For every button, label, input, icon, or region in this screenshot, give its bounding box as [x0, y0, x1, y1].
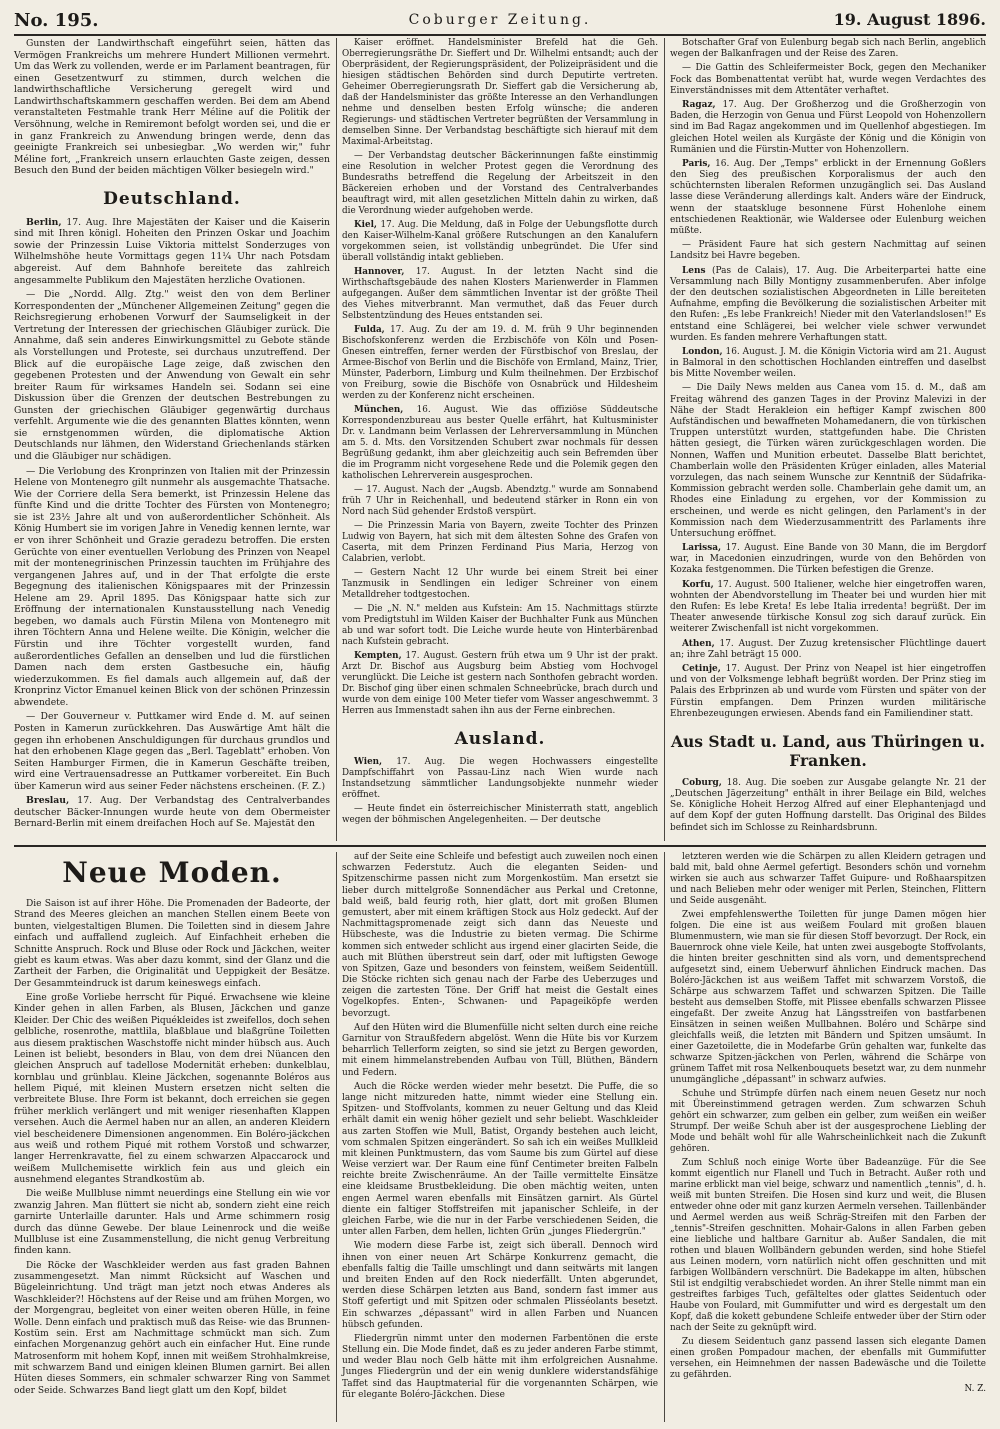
article-text: Gunsten der Landwirthschaft eingeführt seien, hätten das Vermögen Frankreichs um mehrere Hundert Millionen vermehrt. Um das Werk zu vollenden, werde er im Parlament beantragen, für einen Gesetzentwurf zu stimmen, durch welchen die landwirthschaftliche Versicherung geregelt wird und Landwirthschaftskammern geschaffen werden. Bei dem am Abend veranstalteten Festmahle trank Herr Méline auf die Politik der Versöhnung, welche in Remiremont befolgt worden sei, und die er in ganz Frankreich zu Anwendung bringen werde, denn das geeinigte Frankreich sei unbesiegbar. „Wo werden wir," fuhr Méline fort, „Frankreich unsern erlauchten Gaste zeigen, dessen Besuch den Bund der beiden mächtigen Völker besiegeln wird." — [14, 38, 330, 177]
column-divider — [664, 852, 665, 1422]
masthead — [14, 4, 986, 36]
article-text: 17. Aug. Zu der am 19. d. M. früh 9 Uhr beginnenden Bischofskonferenz werden die Erzbischöfe von Köln und Posen-Gnesen eintreffen, ferner werden der Fürstbischof von Breslau, der Armee-Bischof von Berlin und die Bischöfe von Ermland, Mainz, Trier, Münster, Paderborn, Limburg und Kulm theilnehmen. Der Erzbischof von Freiburg, sowie die Bischöfe von Osnabrück und Hildesheim werden zu der Konferenz nicht erscheinen. — [342, 325, 658, 401]
feuilleton-column-2 — [342, 852, 658, 1404]
article-hannover — [342, 267, 658, 322]
news-column-1 — [14, 38, 330, 833]
section-heading-stadt-land: Aus Stadt u. Land, aus Thüringen u. Franken. — [671, 731, 985, 770]
article-text: 17. August. 500 Italiener, welche hier eingetroffen waren, wohnten der Abendvorstellung im Theater bei und wurden hier mit den Rufen: Es lebe Kreta! Es lebe Italia irredenta! begrüßt. Der im Theater anwesende türkische Konsul zog sich darauf zurück. Ein weiterer Zwischenfall ist nicht vorgekommen. — [670, 579, 986, 635]
article-kempten — [342, 651, 658, 717]
news-column-2 — [342, 38, 658, 829]
feuilleton-paragraph: Eine große Vorliebe herrscht für Piqué. Erwachsene wie kleine Kinder gehen in allen Farben, als Blusen, Jäckchen und ganze Kleider. Der Chic des weißen Piquékleides ist zweifellos, doch sehen gelbliche, rosenrothe, mattlila, blaßblaue und blaßgrüne Toiletten aus diesem praktischen Waschstoffe nicht minder hübsch aus. Auch Leinen ist beliebt, besonders in Blau, von dem drei Nüancen den gleichen Anspruch auf tadellose Modernität erheben: dunkelblau, kornblau und grünblau. Kleine Jäckchen, sogenannte Boléros aus hellem Piqué, mit kleinen Mustern ersetzen nicht selten die verbreitete Bluse. Ihre Form ist bekannt, doch erreichen sie gegen früher merklich verlängert und mit weniger riesenhaften Klappen versehen. Auch die Aermel haben nur an allen, an anderen Kleidern viel bescheidenere Dimensionen angenommen. Ein Boléro-jäckchen aus weiß und rothem Piqué mit rothem Vorstoß und schwarzer, langer Herrenkravatte, fiel zu einem schwarzen Alpaccarock und weißem Mullchemisette wirklich fein aus und gleich ein ausnehmend elegantes Strandkostüm ab. — [14, 993, 330, 1185]
dateline: Wien, — [354, 757, 383, 767]
section-heading-deutschland: Deutschland. — [103, 188, 241, 209]
paper-title: Coburger Zeitung. — [408, 12, 592, 28]
dateline: Paris, — [682, 158, 711, 169]
feuilleton-paragraph: Die Saison ist auf ihrer Höhe. Die Promenaden der Badeorte, der Strand des Meeres gleichen an manchen Stellen einem Beete von bunten, vielgestaltigen Blumen. Die Toiletten sind in diesem Jahre einfach und auffallend zugleich. Auf Einfachheit erheben die Schnitte Anspruch. Rock und Bluse oder Rock und Jäckchen, weiter giebt es kaum etwas. Was aber dazu kommt, sind der Glanz und die Zartheit der Farben, die Originalität und Ueppigkeit der Besätze. Der Gesammteindruck ist darum keineswegs einfach. — [14, 899, 330, 989]
feuilleton-rule — [14, 845, 986, 847]
article-paris — [670, 159, 986, 237]
dateline: Berlin, — [26, 216, 62, 228]
article-text: Kaiser eröffnet. Handelsminister Brefeld hat die Geh. Oberregierungsräthe Dr. Sieffert und Dr. Wilhelmi entsandt; auch der Oberpräsident, der Regierungspräsident, der Polizeipräsident und die hiesigen städtischen Behörden sind durch Deputirte vertreten. Geheimer Oberregierungsrath Dr. Sieffert gab die Versicherung ab, daß der Handelsminister das größte Interesse an den Verhandlungen nehme und denselben besten Erfolg wünsche; die anderen Regierungs- und städtischen Vertreter begrüßten der Versammlung in demselben Sinne. Der Verbandstag beschäftigte sich hierauf mit dem Maximal-Arbeitstag. — [342, 38, 658, 147]
feuilleton-paragraph: Schuhe und Strümpfe dürfen nach einem neuen Gesetz nur noch mit Übereinstimmend getragen werden. Zum schwarzen Schuh gehört ein schwarzer, zum gelben ein gelber, zum weißen ein weißer Strumpf. Der weiße Schuh aber ist der ausgesprochene Liebling der Mode und behält wohl für alle Wahrscheinlichkeit nach die Zukunft gehören. — [670, 1089, 986, 1154]
article-text: 17. Aug. Der Verbandstag des Centralverbandes deutscher Bäcker-Innungen wurde heute von dem Obermeister Bernard-Berlin mit einem dreifachen Hoch auf Se. Majestät den — [14, 795, 330, 830]
news-column-3 — [670, 38, 986, 837]
article-text: 17. Aug. Der Großherzog und die Großherzogin von Baden, die Herzogin von Genua und Fürst Leopold von Hohenzollern sind im Bad Ragaz angekommen und im Quellenhof abgestiegen. Im gleichen Hotel weilen als Kurgäste der König und die Königin von Rumänien und die Fürstin-Mutter von Hohenzollern. — [670, 99, 986, 155]
column-divider — [664, 38, 665, 841]
feuilleton-title: Neue Moden. — [62, 856, 282, 889]
column-divider — [336, 852, 337, 1422]
feuilleton-paragraph: Zum Schluß noch einige Worte über Badeanzüge. Für die See kommt eigentlich nur Flanell und Tuch in Betracht. Außer roth und marine erblickt man viel beige, schwarz und namentlich „tennis", d. h. weiß mit bunten Streifen. Die Hosen sind kurz und weit, die Blusen entweder ohne oder mit ganz kurzen Aermeln versehen. Taillenbänder und Aermel werden aus weiß Schräg-Streifen mit den Farben der „tennis"-Streifen geschnitten. Mohair-Galons in allen Farben geben eine liebliche und haltbare Garnitur ab. Außer Sandalen, die mit rothen und blauen Wollbändern gebunden werden, sind hohe Stiefel aus Leinen modern, vorn natürlich nicht offen geschnitten und mit farbigen Wollbändern verschnürt. Die Badekappe im alten, hübschen Stil ist endgiltig verabschiedet worden. An ihrer Stelle nimmt man ein gestreiftes farbiges Tuch, gefälteltes oder glattes Seidentuch oder Haube von Foulard, mit Gummifutter und wird es dergestalt um den Kopf, daß die kokett gebundene Schleife entweder über der Stirn oder nach der Seite zu geknüpft wird. — [670, 1158, 986, 1333]
article-text: — Der Verbandstag deutscher Bäckerinnungen faßte einstimmig eine Resolution in welcher Protest gegen die Verordnung des Bundesraths betreffend die Regelung der Arbeitszeit in den Bäckereien erhoben und der Vorstand des Centralverbandes beauftragt wird, mit allen gesetzlichen Mitteln dahin zu wirken, daß die Verordnung wieder aufgehoben werde. — [342, 151, 658, 216]
article-text: 18. Aug. Die soeben zur Ausgabe gelangte Nr. 21 der „Deutschen Jägerzeitung" enthält in ihrer Beilage ein Bild, welches Se. Königliche Hoheit Herzog Alfred auf einer Elephantenjagd und auf dem Kopf der guten Hoffnung darstellt. Das Original des Bildes befindet sich im Schlosse zu Reinhardsbrunn. — [670, 777, 986, 833]
article-text: 17. Aug. Ihre Majestäten der Kaiser und die Kaiserin sind mit Ihren königl. Hoheiten den Prinzen Oskar und Joachim sowie der Prinzessin Luise Viktoria mittelst Sonderzuges von Wilhelmshöhe heute Vormittags gegen 11¼ Uhr nach Potsdam abgereist. Auf dem Bahnhofe bereitete das zahlreich angesammelte Publikum den Majestäten herzliche Ovationen. — [14, 216, 330, 286]
article-text: 16. August. Wie das offiziöse Süddeutsche Korrespondenzbureau aus bester Quelle erfährt, hat Kultusminister Dr. v. Landmann beim Verlassen der Lehrerversammlung in München am 5. d. Mts. den Vorsitzenden Schubert zwar nochmals für dessen Begrüßung gedankt, ihm aber gleichzeitig auch sein Befremden über die im Programm nicht vorgesehene Rede und die Polemik gegen den katholischen Lehrerverein ausgesprochen. — [342, 405, 658, 481]
article-text: 17. August. In der letzten Nacht sind die Wirthschaftsgebäude des nahen Klosters Marienwerder in Flammen aufgegangen. Außer dem sämmtlichen Inventar ist der größte Theil des Viehes mitverbrannt. Man vermuthet, daß das Feuer durch Selbstentzündung des Heues entstanden sei. — [342, 267, 658, 321]
article-text: — Gestern Nacht 12 Uhr wurde bei einem Streit bei einer Tanzmusik in Sendlingen ein lediger Schreiner von einem Metalldreher todtgestochen. — [342, 568, 658, 600]
dateline: Fulda, — [354, 325, 385, 335]
article-text: — Die Verlobung des Kronprinzen von Italien mit der Prinzessin Helene von Montenegro gilt nunmehr als ausgemachte Thatsache. Wie der Corriere della Sera bemerkt, ist Prinzessin Helene das fünfte Kind und die dritte Tochter des Fürsten von Montenegro; sie ist 23½ Jahre alt und von außerordentlicher Schönheit. Als König Humbert sie im vorigen Jahre in Venedig kennen lernte, war er von ihrer Schönheit und Grazie geradezu betroffen. Die ersten Gerüchte von einer eventuellen Verlobung des Prinzen von Neapel mit der montenegrinischen Prinzessin tauchten im Frühjahre des vergangenen Jahres auf, und in der That erfolgte die erste Begegnung des italienischen Königspaares mit der Prinzessin Helene am 29. April 1895. Das Königspaar hatte sich zur Eröffnung der internationalen Kunstausstellung nach Venedig begeben, wo damals auch Fürstin Milena von Montenegro mit ihren Töchtern Anna und Helene weilte. Die Königin, welcher die Fürstin und ihre Töchter vorgestellt wurden, fand außerordentliches Gefallen an denselben und lud die fürstlichen Damen nach dem ersten Gastbesuche ein, häufig wiederzukommen. Es fiel damals auch allgemein auf, daß der Kronprinz Victor Emanuel keinen Blick von der schönen Prinzessin abwendete. — [14, 465, 330, 708]
feuilleton-paragraph: Zu diesem Seidentuch ganz passend lassen sich elegante Damen einen großen Pompadour machen, der ebenfalls mit Gummifutter versehen, ein Heimnehmen der nassen Badewäsche und die Toilette zu gefährden. — [670, 1337, 986, 1380]
dateline: Kempten, — [354, 651, 402, 661]
column-divider — [336, 38, 337, 841]
article-berlin — [14, 217, 330, 286]
article-text: 16. Aug. Der „Temps" erblickt in der Ernennung Goßlers den Sieg des preußischen Korporalismus der auch den schüchternsten liberalen Reformen unzugänglich sei. Das Ausland lasse diese Veränderung allerdings kalt. Anders wäre der Eindruck, wenn der staatskluge besonnene Fürst Hohenlohe einem entschiedenen Reaktionär, wie Waldersee oder Eulenburg weichen müßte. — [670, 158, 986, 236]
news-section — [14, 38, 986, 841]
author-signature: N. Z. — [964, 1384, 986, 1394]
article-coburg — [670, 778, 986, 834]
article-athen — [670, 639, 986, 661]
article-text: — Heute findet ein österreichischer Ministerrath statt, angeblich wegen der böhmischen Angelegenheiten. — Der deutsche — [342, 804, 658, 825]
feuilleton-section — [14, 852, 986, 1422]
dateline: Breslau, — [26, 795, 70, 807]
dateline: Lens — [682, 265, 706, 276]
dateline: Cetinje, — [682, 663, 721, 674]
article-text: — Präsident Faure hat sich gestern Nachmittag auf seinen Landsitz bei Havre begeben. — [670, 240, 986, 262]
feuilleton-paragraph: Auf den Hüten wird die Blumenfülle nicht selten durch eine reiche Garnitur von Straußfedern abgelöst. Wenn die Hüte bis vor Kurzem beharrlich Tellerform zeigten, so sind sie jetzt zu Bergen geworden, mit einem himmelanstrebenden Aufbau von Tüll, Blüthen, Bändern und Federn. — [342, 1022, 658, 1078]
article-kiel — [342, 220, 658, 264]
article-text: 17. August. Eine Bande von 30 Mann, die im Bergdorf war, in Macedonien einzudringen, wurde von den Behörden von Kozaka festgenommen. Die Türken befestigen die Grenze. — [670, 543, 986, 576]
article-text: — Die Prinzessin Maria von Bayern, zweite Tochter des Prinzen Ludwig von Bayern, hat sich mit dem ältesten Sohne des Grafen von Caserta, mit dem Prinzen Ferdinand Pius Maria, Herzog von Calabrien, verlobt. — [342, 521, 658, 564]
article-cetinje — [670, 664, 986, 720]
article-text: 17. August. Der Zuzug kretensischer Flüchtlinge dauert an; ihre Zahl beträgt 15 000. — [670, 638, 986, 660]
feuilleton-paragraph: Auch die Röcke werden wieder mehr besetzt. Die Puffe, die so lange nicht mitzureden hatte, nimmt wieder eine Stellung ein. Spitzen- und Stoffvolants, kommen zu neuer Geltung und das Kleid erhält damit ein wenig höher gezielt und sehr beliebt. Waschkleider aus zarten Stoffen wie Mull, Batist, Organdy bestehen auch leicht, vom schmalen Spitzen eingerändert. So sah ich ein weißes Mullkleid mit kleinen Punktmustern, das vom Saume bis zum Gürtel auf diese Weise verziert war. Der Raum eine fünf Centimeter breiten Falbeln reichte breite Zwischenräume. An der Taille vermittelte Einsätze eine kleidsame Brustbekleidung. Die oben mächtig weiten, unten engen Aermel waren ebenfalls mit Einsätzen garnirt. Als Gürtel diente ein faltiger Stoffstreifen mit japanischer Schleife, in der gleichen Farbe, wie die nur in der Farbe verschiedenen Seiden, die unter allen Farben, dem hellen, lichten Grün „junges Fliedergrün." — [342, 1081, 658, 1238]
feuilleton-paragraph: auf der Seite eine Schleife und befestigt auch zuweilen noch einen schwarzen Federstutz. Auch die eleganten Seiden- und Spitzenschirme passen nicht zum Morgenkostüm. Man ersetzt sie lieber durch mittelgroße Sonnendächer aus Perkal und Cretonne, bald weiß, bald feurig roth, hier glatt, dort mit großen Blumen gemustert, aber mit einem kräftigen Stock aus Holz gedeckt. Auf der Nachmittagspromenade zeigt sich dann das Neueste und Hübscheste, was die Industrie zu bieten vermag. Die Schirme kommen sich entweder schlicht aus irgend einer glacirten Seide, die auch mit Blüthen überstreut sein darf, oder mit luftigsten Gewoge von Spitzen, Gaze und besonders von feinstem, weißem Seidentüll. Die Stöcke richten sich genau nach der Farbe des Ueberzuges und zeigen die zartesten Töne. Der Griff hat meist die Gestalt eines Vogelkopfes. Enten-, Schwanen- und Papageiköpfe werden bevorzugt. — [342, 852, 658, 1019]
issue-date: 19. August 1896. — [833, 10, 986, 29]
article-text: — 17. August. Nach der „Augsb. Abendztg." wurde am Sonnabend früh 7 Uhr in Reichenhall, und bedeutend stärker in Ronn ein von Nord nach Süd gehender Erdstoß verspürt. — [342, 485, 658, 517]
article-wien — [342, 757, 658, 801]
dateline: London, — [682, 346, 723, 357]
feuilleton-paragraph: Zwei empfehlenswerthe Toiletten für junge Damen mögen hier folgen. Die eine ist aus weißem Foulard mit großen blauen Blumenmustern, wie man sie für diesen Stoff bevorzugt. Der Rock, ein Bauernrock ohne viele Keile, hat unten zwei ausgebogte Stoffvolants, die hinten breiter geschnitten sind als vorn, und dementsprechend aufgesetzt sind, einem Ueberwurf ähnlichen Eindruck machen. Das Boléro-Jäckchen ist aus weißem Taffet mit schwarzem Vorstoß, die Schärpe aus schwarzem Taffet und schwarzen Spitzen. Die Taille besteht aus demselben Stoffe, mit Plissee ebenfalls schwarzen Plissee eingefaßt. Der zweite Anzug hat Längsstreifen von bastfarbenen Einsätzen in seinen weißen Mullbahnen. Boléro und Schärpe sind gleichfalls weiß, die letzten mit Bändern und Spitzen umsäumt. In einer Gazetoilette, die in Modefarbe Grün gehalten war, funkelte das schwarze Spitzen-jäckchen von Perlen, während die Schärpe von grünem Taffet mit rosa Nelkenbouquets besetzt war, zu dem nunmehr unumgängliche „dépassant" in schwarz aufwies. — [670, 910, 986, 1085]
dateline: Athen, — [682, 638, 715, 649]
feuilleton-paragraph: Die weiße Mullbluse nimmt neuerdings eine Stellung ein wie vor zwanzig Jahren. Man flüttert sie nicht ab, sondern zieht eine reich garnirte Unterlaille darunter. Hals und Arme schimmern rosig durch das dünne Gewebe. Der blaue Leinenrock und die weiße Mullbluse ist eine Zusammenstellung, die nicht genug Verbreitung finden kann. — [14, 1189, 330, 1257]
article-text: (Pas de Calais), 17. Aug. Die Arbeiterpartei hatte eine Versammlung nach Billy Montigny zusammenberufen. Aber infolge der den deutschen sozialistischen Abgeordneten in Lille bereiteten Aufnahme, empfing die Bevölkerung die sozialistischen Arbeiter mit den Rufen: „Es lebe Frankreich! Nieder mit den Vaterlandslosen!" Es entstand eine Schlägerei, bei welcher viele schwer verwundet wurden. Es fanden mehrere Verhaftungen statt. — [670, 265, 986, 343]
dateline: Ragaz, — [682, 99, 716, 110]
article-larissa — [670, 543, 986, 577]
dateline: Kiel, — [354, 220, 377, 230]
feuilleton-paragraph: Wie modern diese Farbe ist, zeigt sich überall. Dennoch wird ihnen von einer neuen Art Schärpe Konkurrenz gemacht, die ebenfalls faltig die Taille umschlingt und dann seitwärts mit langen und breiten Enden auf den Rock niederfällt. Unten abgerundet, werden diese Schärpen letzten aus Band, sondern fast immer aus Stoff gefertigt und mit Spitzen oder schmalen Plisséolants besetzt. Ein schwarzes „dépassant" wird in allen Farben und Nuancen hübsch gefunden. — [342, 1241, 658, 1330]
article-muenchen — [342, 405, 658, 482]
dateline: Korfu, — [682, 579, 714, 590]
article-text: 17. Aug. Die wegen Hochwassers eingestellte Dampfschiffahrt von Passau-Linz nach Wien wurde nach Instandsetzung sämmtlicher Landungsobjekte nunmehr wieder eröffnet. — [342, 757, 658, 800]
article-london — [670, 347, 986, 381]
article-ragaz — [670, 100, 986, 156]
dateline: München, — [354, 405, 404, 415]
section-heading-ausland: Ausland. — [454, 729, 546, 749]
article-text: 17. August. Gestern früh etwa um 9 Uhr ist der prakt. Arzt Dr. Bischof aus Augsburg beim Abstieg vom Hochvogel verunglückt. Die Leiche ist gestern nach Sonthofen gebracht worden. Dr. Bischof ging über einen schmalen Schneebrücke, brach durch und wurde von dem einige 100 Meter tiefer vom Wasser angeschwemmt. 3 Herren aus Immenstadt sahen ihn aus der Ferne einbrechen. — [342, 651, 658, 716]
dateline: Larissa, — [682, 543, 722, 554]
dateline: Hannover, — [354, 267, 405, 277]
article-breslau — [14, 795, 330, 830]
feuilleton-paragraph: letzteren werden wie die Schärpen zu allen Kleidern getragen und bald mit, bald ohne Aermel gefertigt. Besonders schön und vornehm wirken sie auch aus schwarzer Taffet Guipure- und Roßhaarspitzen und nach Belieben mehr oder weniger mit Perlen, Steinchen, Flittern und Seide ausgenäht. — [670, 852, 986, 906]
article-korfu — [670, 580, 986, 636]
article-text: — Die „Nordd. Allg. Ztg." weist den von dem Berliner Korrespondenten der „Münchener Allgemeinen Zeitung" gegen die Reichsregierung erhobenen Vorwurf der Saumseligkeit in der Vertretung der Interessen der griechischen Gläubiger zurück. Die Annahme, daß sein anderes Einwirkungsmittel zu Gebote stände als Vorstellungen und Proteste, sei durchaus unzutreffend. Der Blick auf die europäische Lage zeige, daß zwischen den gegebenen Protesten und der Anwendung von Gewalt ein sehr breiter Raum für wirksames Handeln sei. Sodann sei eine Diskussion über die Grenzen der deutschen Bestrebungen zu Gunsten der griechischen Gläubiger gegenwärtig durchaus verfehlt. Argumente wie die des genannten Blattes könnten, wenn sie ernstgenommen würden, die diplomatische Aktion Deutschlands nur lähmen, den Widerstand Griechenlands stärken und die Gläubiger nur schädigen. — [14, 289, 330, 462]
feuilleton-paragraph: Fliedergrün nimmt unter den modernen Farbentönen die erste Stellung ein. Die Mode findet, daß es zu jeder anderen Farbe stimmt, und weder Blau noch Gelb hätte mit ihm erfolgreichen Ausnahme. Junges Fliedergrün und der ein wenig dunklere widerstandsfähige Taffet sind das Hauptmaterial für die vorgenannten Schärpen, wie für elegante Boléro-Jäckchen. Diese — [342, 1333, 658, 1400]
article-text: — Die Gattin des Schleifermeister Bock, gegen den Mechaniker Fock das Bombenattentat verübt hat, wurde wegen Verdachtes des Einverständnisses mit dem Attentäter verhaftet. — [670, 63, 986, 96]
dateline: Coburg, — [682, 777, 722, 788]
article-text: 17. Aug. Die Meldung, daß in Folge der Uebungsflotte durch den Kaiser-Wilhelm-Kanal größere Rutschungen an den Kanalufern vorgekommen seien, ist vollständig unbegründet. Die Ufer sind überall vollständig intakt geblieben. — [342, 220, 658, 263]
feuilleton-paragraph: Die Röcke der Waschkleider werden aus fast graden Bahnen zusammengesetzt. Man nimmt Rücksicht auf Waschen und Bügeleinrichtung. Und trägt man jetzt noch etwas Anderes als Waschkleider?! Höchstens auf der Reise und am frühen Morgen, wo der Morgengrau, begleitet von einer weiten oberen Hülle, in feine Wolle. Denn einfach und praktisch muß das Reise- wie das Brunnen-Kostüm sein. Erst am Nachmittage schmückt man sich. Zum einfachen Morgenanzug gehört auch ein einfacher Hut. Eine runde Matrosenform mit hohem Kopf, innen mit weißem Strohhalmkreise, mit schwarzem Band und einigen kleinen Blumen garnirt. Bei allen Hüten dieses Sommers, ein schmaler schwarzer Ring von Sammet oder Seide. Schwarzes Band liegt glatt um den Kopf, bildet — [14, 1260, 330, 1396]
article-fulda — [342, 325, 658, 402]
feuilleton-column-1 — [14, 852, 330, 1400]
article-text: Botschafter Graf von Eulenburg begab sich nach Berlin, angeblich wegen der Balkanfragen und der Reise des Zaren. — [670, 38, 986, 60]
article-text: 16. August. J. M. die Königin Victoria wird am 21. August in Balmoral in den schottischen Hochlanden eintreffen und daselbst bis Mitte November weilen. — [670, 346, 986, 380]
article-text: 17. August. Der Prinz von Neapel ist hier eingetroffen und von der Volksmenge lebhaft begrüßt worden. Der Prinz stieg im Palais des Erbprinzen ab und wurde vom Fürsten und später von der Fürstin empfangen. Dem Prinzen wurden militärische Ehrenbezeugungen erwiesen. Abends fand ein Familiendiner statt. — [670, 663, 986, 719]
feuilleton-column-3 — [670, 852, 986, 1395]
issue-number: No. 195. — [14, 10, 99, 31]
article-text: — Die „N. N." melden aus Kufstein: Am 15. Nachmittags stürzte vom Predigtstuhl im Wilden Kaiser der Buchhalter Funk aus München ab und war sofort todt. Die Leiche wurde heute von Hinterbärenbad nach Kufstein gebracht. — [342, 604, 658, 647]
article-text: — Die Daily News melden aus Canea vom 15. d. M., daß am Freitag während des ganzen Tages in der Provinz Malevizi in der Nähe der Stadt Herakleion ein heftiger Kampf zwischen 800 Aufständischen und bewaffneten Mohamedanern, die von türkischen Truppen unterstützt wurden, stattgefunden habe. Die Christen hätten gesiegt, die Türken wären zurückgeschlagen worden. Die Nonnen, Waffen und Munition erbeutet. Dasselbe Blatt berichtet, Chamberlain wolle den Präsidenten Krüger einladen, alles Material vorzulegen, das nach seinem Wunsche zur Kenntniß der Südafrika-Kommission gebracht werden solle. Chamberlain gehe damit um, an Rhodes eine Einladung zu ergehen, vor der Kommission zu erscheinen, und werde es nicht gelingen, den Parlament's in der Kommission nach dem Wiederzusammentritt des Parlaments ihre Untersuchung eröffnet. — [670, 383, 986, 539]
article-text: — Der Gouverneur v. Puttkamer wird Ende d. M. auf seinen Posten in Kamerun zurückkehren. Das Auswärtige Amt hält die gegen ihn erhobenen Anschuldigungen für durchaus grundlos und hat den erhobenen Klage gegen das „Berl. Tageblatt" erhoben. Von Seiten Hamburger Firmen, die in Kamerun Geschäfte treiben, wird eine Vertrauensadresse an Puttkamer vorbereitet. Ein Buch über Kamerun wird aus seiner Feder nächstens erscheinen. (F. Z.) — [14, 711, 330, 792]
article-lens — [670, 266, 986, 344]
